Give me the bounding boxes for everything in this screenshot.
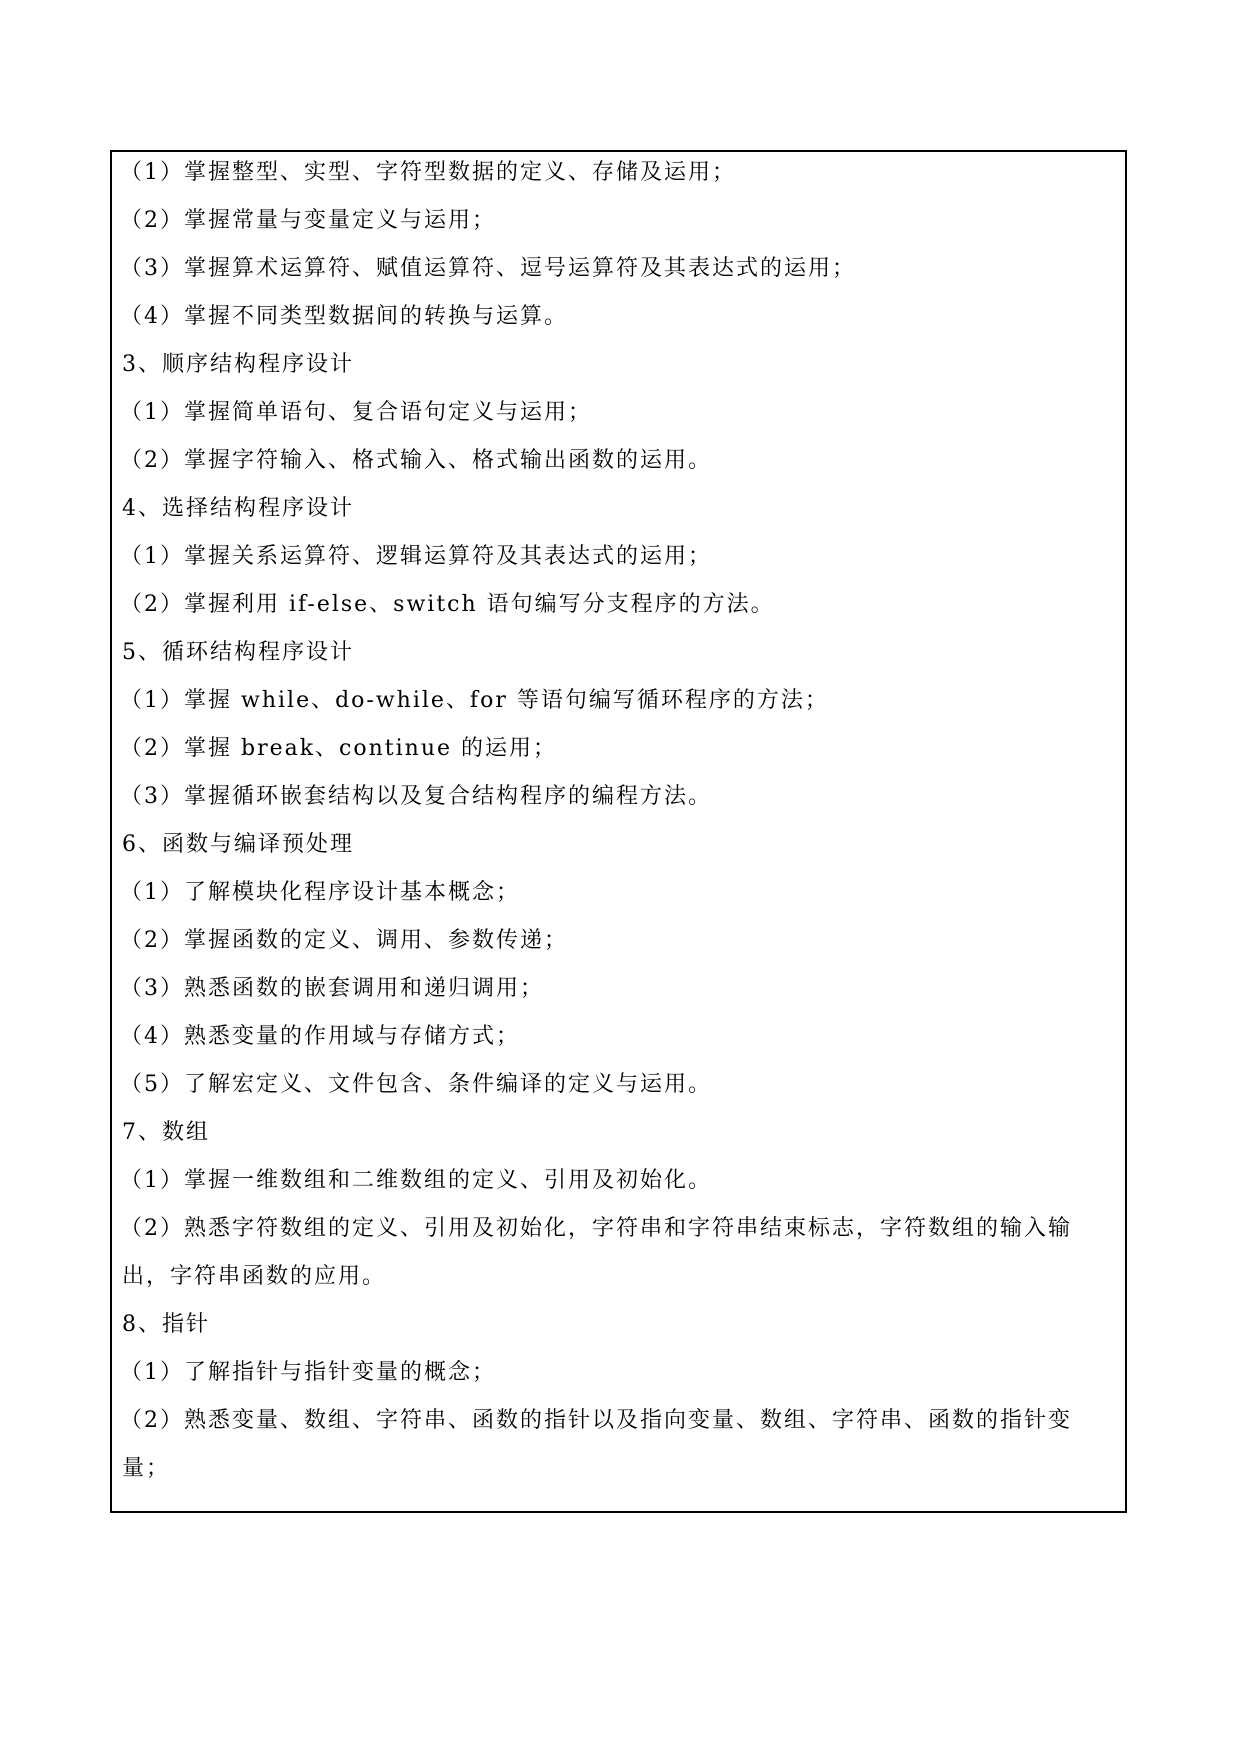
list-item: （1）掌握 while、do-while、for 等语句编写循环程序的方法； bbox=[120, 688, 829, 713]
list-item: （2）熟悉变量、数组、字符串、函数的指针以及指向变量、数组、字符串、函数的指针变 bbox=[120, 1408, 1073, 1433]
list-item: （2）掌握函数的定义、调用、参数传递； bbox=[120, 928, 568, 953]
list-item: （1）了解模块化程序设计基本概念； bbox=[120, 880, 520, 905]
content-table-cell bbox=[110, 150, 1127, 1513]
list-item: （5）了解宏定义、文件包含、条件编译的定义与运用。 bbox=[120, 1072, 712, 1097]
list-item: （3）掌握算术运算符、赋值运算符、逗号运算符及其表达式的运用； bbox=[120, 256, 856, 281]
list-item: （3）掌握循环嵌套结构以及复合结构程序的编程方法。 bbox=[120, 784, 712, 809]
list-item: （4）掌握不同类型数据间的转换与运算。 bbox=[120, 304, 568, 329]
list-item: （2）掌握字符输入、格式输入、格式输出函数的运用。 bbox=[120, 448, 712, 473]
list-item-continuation: 出，字符串函数的应用。 bbox=[122, 1264, 387, 1289]
list-item: （1）掌握整型、实型、字符型数据的定义、存储及运用； bbox=[120, 160, 736, 185]
list-item: （1）掌握关系运算符、逻辑运算符及其表达式的运用； bbox=[120, 544, 712, 569]
section-heading: 7、数组 bbox=[122, 1120, 210, 1145]
list-item: （1）掌握一维数组和二维数组的定义、引用及初始化。 bbox=[120, 1168, 712, 1193]
section-heading: 6、函数与编译预处理 bbox=[122, 832, 354, 857]
section-heading: 4、选择结构程序设计 bbox=[122, 496, 354, 521]
list-item: （1）了解指针与指针变量的概念； bbox=[120, 1360, 496, 1385]
list-item: （2）掌握利用 if-else、switch 语句编写分支程序的方法。 bbox=[120, 592, 775, 617]
list-item: （3）熟悉函数的嵌套调用和递归调用； bbox=[120, 976, 544, 1001]
list-item: （2）熟悉字符数组的定义、引用及初始化，字符串和字符串结束标志，字符数组的输入输 bbox=[120, 1216, 1073, 1241]
section-heading: 3、顺序结构程序设计 bbox=[122, 352, 354, 377]
section-heading: 8、指针 bbox=[122, 1312, 210, 1337]
list-item-continuation: 量； bbox=[122, 1456, 171, 1481]
list-item: （4）熟悉变量的作用域与存储方式； bbox=[120, 1024, 520, 1049]
list-item: （2）掌握常量与变量定义与运用； bbox=[120, 208, 496, 233]
section-heading: 5、循环结构程序设计 bbox=[122, 640, 354, 665]
list-item: （2）掌握 break、continue 的运用； bbox=[120, 736, 558, 761]
list-item: （1）掌握简单语句、复合语句定义与运用； bbox=[120, 400, 592, 425]
